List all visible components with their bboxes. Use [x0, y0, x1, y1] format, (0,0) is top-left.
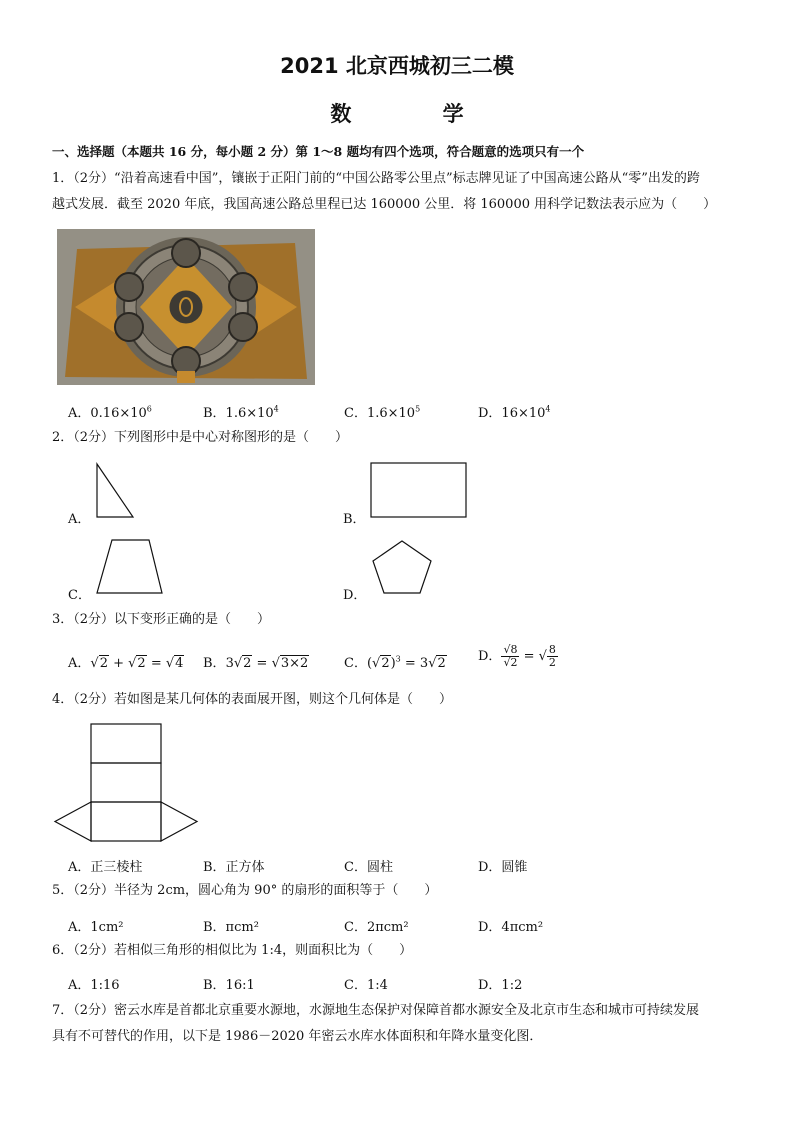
page-title: 2021 北京西城初三二模: [280, 54, 514, 78]
zero-kilometer-marker-photo: [57, 229, 315, 385]
q2-stem: 2．（2分）下列图形中是中心对称图形的是（ ）: [52, 430, 349, 445]
q1-stem-line2: 越式发展．截至 2020 年底，我国高速公路总里程已达 160000 公里．将 160000 用科学记数法表示应为（ ）: [52, 197, 717, 212]
q3-option-b[interactable]: B．3√2 = √3×2: [203, 656, 309, 671]
q5-option-a[interactable]: A．1cm²: [68, 920, 124, 935]
pentagon-figure: [370, 538, 434, 596]
q1-option-c[interactable]: C．$1.6\times 10^5$: [344, 404, 421, 421]
q6-option-c[interactable]: C．1:4: [344, 978, 388, 993]
q6-stem: 6．（2分）若相似三角形的相似比为 1:4，则面积比为（ ）: [52, 943, 413, 958]
q4-option-b[interactable]: B．正方体: [203, 860, 265, 875]
q3-b-expression: 3√2 = √3×2: [225, 656, 309, 671]
q2-option-b[interactable]: B．: [343, 512, 366, 527]
q6-option-d[interactable]: D．1:2: [478, 978, 523, 993]
q4-option-a[interactable]: A．正三棱柱: [68, 860, 143, 875]
q7-stem-line1: 7．（2分）密云水库是首都北京重要水源地，水源地生态保护对保障首都水源安全及北京市生态和城市可持续发展: [52, 1003, 700, 1018]
q6-option-b[interactable]: B．16:1: [203, 978, 255, 993]
q6-option-a[interactable]: A．1:16: [68, 978, 120, 993]
q4-option-d[interactable]: D．圆锥: [478, 860, 528, 875]
q3-stem: 3．（2分）以下变形正确的是（ ）: [52, 612, 271, 627]
q1-option-a[interactable]: A．$0.16\times 10^6$: [68, 404, 152, 421]
q3-option-d[interactable]: D． $\frac{√8}{√2}$ = √ $\frac{8}{2}$: [478, 643, 556, 669]
q3-c-expression: $(√2)^3 = 3√2$: [366, 654, 446, 671]
q3-option-a[interactable]: A．√2 + √2 = √4: [68, 656, 184, 671]
q3-d-expression: $\frac{√8}{√2}$ = √ $\frac{8}{2}$: [503, 643, 556, 669]
q7-stem-line2: 具有不可替代的作用，以下是 1986－2020 年密云水库水体面积和年降水量变化图．: [52, 1029, 543, 1044]
q4-option-c[interactable]: C．圆柱: [344, 860, 393, 875]
q2-option-c[interactable]: C．: [68, 588, 91, 603]
q1-option-b[interactable]: B．$1.6\times 10^4$: [203, 404, 279, 421]
prism-net-figure: [52, 722, 200, 844]
q4-stem: 4．（2分）若如图是某几何体的表面展开图，则这个几何体是（ ）: [52, 692, 453, 707]
q5-option-b[interactable]: B．πcm²: [203, 920, 259, 935]
q3-a-expression: √2 + √2 = √4: [90, 656, 184, 671]
trapezoid-figure: [94, 538, 166, 596]
right-triangle-figure: [94, 462, 136, 520]
q5-stem: 5．（2分）半径为 2cm，圆心角为 90° 的扇形的面积等于（ ）: [52, 883, 438, 898]
section-heading: 一、选择题（本题共 16 分，每小题 2 分）第 1～8 题均有四个选项，符合题意的选项只有一个: [52, 144, 585, 159]
q1-option-d[interactable]: D．$16\times 10^4$: [478, 404, 551, 421]
q5-option-c[interactable]: C．2πcm²: [344, 920, 409, 935]
q2-option-d[interactable]: D．: [343, 588, 367, 603]
q3-option-c[interactable]: C．$(√2)^3 = 3√2$: [344, 654, 446, 671]
subject-title: 数 学: [330, 102, 506, 126]
q2-option-a[interactable]: A．: [68, 512, 91, 527]
rectangle-figure: [369, 461, 469, 519]
q5-option-d[interactable]: D．4πcm²: [478, 920, 544, 935]
q1-stem-line1: 1．（2分）“沿着高速看中国”，镶嵌于正阳门前的“中国公路零公里点”标志牌见证了中国高速公路从“零”出发的跨: [52, 171, 700, 186]
